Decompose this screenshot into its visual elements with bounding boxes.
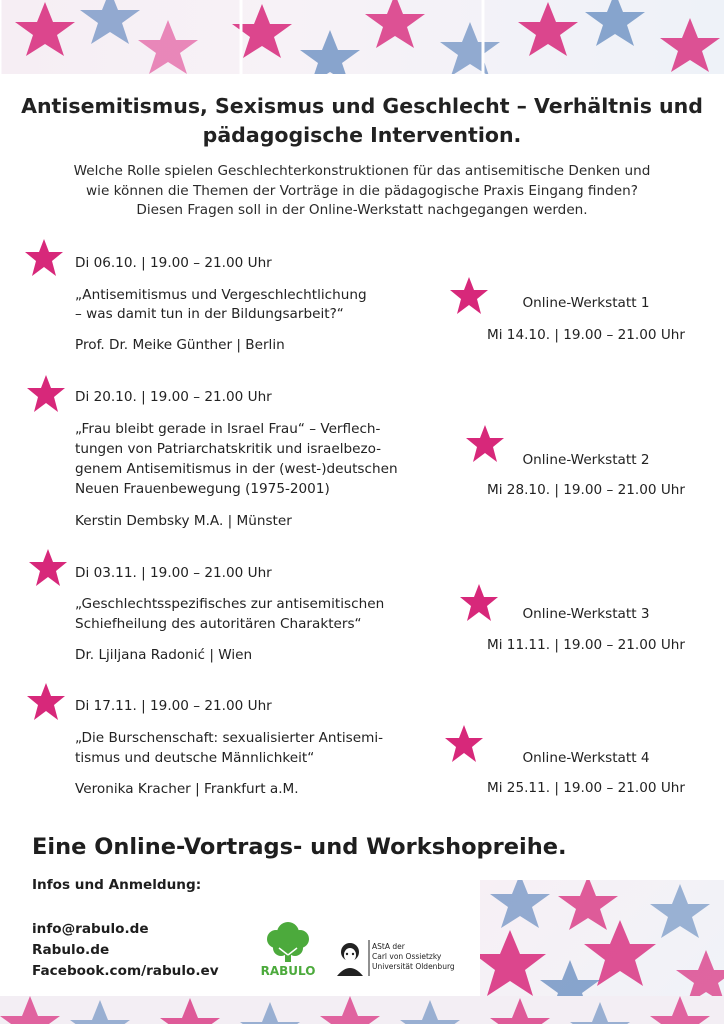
workshop-name: Online-Werkstatt 4 xyxy=(522,750,650,766)
page-title: Antisemitismus, Sexismus und Geschlecht – Verhältnis und pädagogische Intervention. xyxy=(21,94,703,147)
rabulo-wordmark: RABULO xyxy=(260,964,316,978)
star-icon xyxy=(320,996,380,1024)
lecture-title-line: „Antisemitismus und Vergeschlechtlichung xyxy=(75,287,367,303)
lecture-speaker: Veronika Kracher | Frankfurt a.M. xyxy=(75,781,299,797)
star-icon xyxy=(24,238,64,278)
star-icon xyxy=(0,996,60,1024)
workshop-name: Online-Werkstatt 1 xyxy=(522,295,650,311)
lecture-speaker: Dr. Ljiljana Radonić | Wien xyxy=(75,647,253,663)
star-icon xyxy=(80,0,140,44)
lecture-title-line: tismus und deutsche Männlichkeit“ xyxy=(75,750,315,766)
star-icon xyxy=(676,950,724,1000)
corner-art xyxy=(480,880,724,1000)
workshop-name: Online-Werkstatt 2 xyxy=(522,452,650,468)
tagline: Eine Online-Vortrags- und Workshopreihe. xyxy=(32,834,567,860)
star-icon xyxy=(650,996,710,1024)
lecture-title-line: Neuen Frauenbewegung (1975-2001) xyxy=(75,481,330,497)
star-icon xyxy=(490,998,550,1024)
rabulo-logo xyxy=(257,917,319,979)
workshop-date: Mi 28.10. | 19.00 – 21.00 Uhr xyxy=(486,482,686,498)
star-icon xyxy=(650,884,710,938)
star-icon xyxy=(440,22,500,74)
star-icon xyxy=(70,1000,130,1024)
lecture-date: Di 20.10. | 19.00 – 21.00 Uhr xyxy=(75,389,272,405)
star-icon xyxy=(240,1002,300,1024)
star-pattern-top xyxy=(0,0,720,74)
star-icon xyxy=(28,548,68,588)
lecture-speaker: Prof. Dr. Meike Günther | Berlin xyxy=(75,337,285,353)
info-heading: Infos und Anmeldung: xyxy=(32,877,202,893)
lecture-title-line: Schiefheilung des autoritären Charakters“ xyxy=(75,616,362,632)
star-icon xyxy=(26,682,66,722)
star-icon xyxy=(518,2,578,56)
star-icon xyxy=(138,20,198,74)
intro-text xyxy=(20,162,704,221)
star-icon xyxy=(26,374,66,414)
tree-logo-icon xyxy=(257,917,319,979)
star-icon xyxy=(400,1000,460,1024)
star-icon xyxy=(585,0,645,46)
lecture-title-line: tungen von Patriarchatskritik und israelbezo- xyxy=(75,441,382,457)
lecture-title-line: „Frau bleibt gerade in Israel Frau“ – Verflech- xyxy=(75,421,381,437)
workshop-date: Mi 14.10. | 19.00 – 21.00 Uhr xyxy=(486,327,686,343)
star-icon xyxy=(490,880,550,928)
lecture-date: Di 03.11. | 19.00 – 21.00 Uhr xyxy=(75,565,272,581)
lecture-title-line: „Geschlechtsspezifisches zur antisemitischen xyxy=(75,596,385,612)
asta-logo xyxy=(333,938,463,978)
star-icon xyxy=(300,30,360,74)
lecture-title-line: – was damit tun in der Bildungsarbeit?“ xyxy=(75,306,344,322)
star-icon xyxy=(480,930,546,996)
lecture-title-line: genem Antisemitismus in der (west-)deutschen xyxy=(75,461,398,477)
email-link[interactable]: info@rabulo.de xyxy=(32,921,149,937)
intro-line: Welche Rolle spielen Geschlechterkonstruktionen für das antisemitische Denken und xyxy=(73,163,651,179)
star-icon xyxy=(540,960,600,1000)
facebook-link[interactable]: Facebook.com/rabulo.ev xyxy=(32,963,219,979)
portrait-logo-icon xyxy=(333,938,463,978)
top-banner xyxy=(0,0,724,74)
lecture-date: Di 17.11. | 19.00 – 21.00 Uhr xyxy=(75,698,272,714)
lecture-speaker: Kerstin Dembsky M.A. | Münster xyxy=(75,513,292,529)
lecture-date: Di 06.10. | 19.00 – 21.00 Uhr xyxy=(75,255,272,271)
star-icon xyxy=(160,998,220,1024)
asta-line: Carl von Ossietzky xyxy=(372,952,442,961)
star-icon xyxy=(15,2,75,56)
lecture-title-line: „Die Burschenschaft: sexualisierter Antisemi- xyxy=(75,730,384,746)
asta-line: AStA der xyxy=(372,942,405,951)
intro-line: Diesen Fragen soll in der Online-Werkstatt nachgegangen werden. xyxy=(136,202,588,218)
website-link[interactable]: Rabulo.de xyxy=(32,942,110,958)
star-icon xyxy=(365,0,425,48)
workshop-date: Mi 25.11. | 19.00 – 21.00 Uhr xyxy=(486,780,686,796)
star-icon xyxy=(558,880,618,930)
star-icon xyxy=(584,920,656,986)
workshop-name: Online-Werkstatt 3 xyxy=(522,606,650,622)
star-icon xyxy=(570,1002,630,1024)
workshop-date: Mi 11.11. | 19.00 – 21.00 Uhr xyxy=(486,637,686,653)
asta-line: Universität Oldenburg xyxy=(372,962,455,971)
bottom-banner xyxy=(0,996,724,1024)
star-icon xyxy=(660,18,720,72)
intro-line: wie können die Themen der Vorträge in die pädagogische Praxis Eingang finden? xyxy=(86,182,638,199)
